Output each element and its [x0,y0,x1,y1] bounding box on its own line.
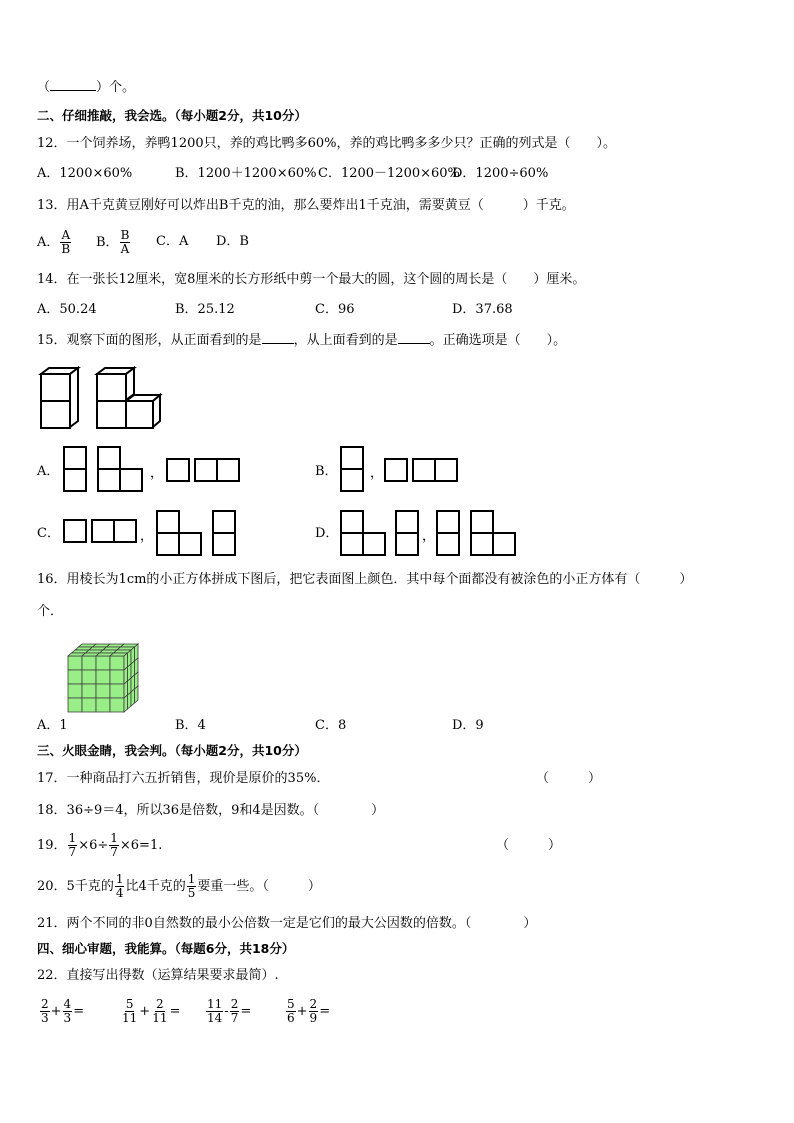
fraction: $\frac{B}{A}$ [120,228,130,256]
cube-face [82,670,96,684]
q22-expression-3: $\frac{11}{14}$ - $\frac{2}{7}$ = [207,997,252,1025]
question-14: 14．在一张长12厘米，宽8厘米的长方形纸中剪一个最大的圆，这个圆的周长是（ ）厘米。 [37,272,586,287]
fraction: $\frac{A}{B}$ [61,228,71,256]
cube-face [124,695,128,712]
question-16-continued: 个． [37,604,64,619]
q13-option-d[interactable]: D．B [216,234,249,249]
cube-face [96,698,110,712]
q15-option-b-front-view [340,446,370,496]
cube-face [68,670,82,684]
q14-option-d[interactable]: D．37.68 [452,302,513,317]
cube-face [110,656,124,670]
q15-option-d-front-view [340,510,430,560]
cube-face [110,670,124,684]
question-21: 21．两个不同的非0自然数的最小公倍数一定是它们的最大公因数的倍数。（ ） [37,916,537,931]
fraction: $\frac{1}{7}$ [110,831,118,859]
q14-option-b[interactable]: B．25.12 [175,302,235,317]
question-22: 22．直接写出得数（运算结果要求最简）. [37,968,279,983]
q12-option-a[interactable]: A．1200×60% [37,166,133,181]
q14-option-c[interactable]: C．96 [315,302,355,317]
cube-face [96,670,110,684]
question-12: 12．一个饲养场，养鸭1200只，养的鸡比鸭多60%，养的鸡比鸭多多少只？正确的列式是（ ）。 [37,136,617,151]
fraction: $\frac{1}{5}$ [187,872,196,900]
q15-option-a-top-view [166,458,246,486]
q15-figure-left [38,366,83,432]
cube-face [110,684,124,698]
q19-answer-paren[interactable]: （ ） [496,838,562,853]
q14-option-a[interactable]: A．50.24 [37,302,97,317]
cube-face [128,692,132,709]
answer-blank[interactable] [398,343,430,344]
cube-face [96,656,110,670]
q12-option-d[interactable]: D．1200÷60% [452,166,549,181]
question-17: 17．一种商品打六五折销售，现价是原价的35%． [37,771,330,786]
q15-option-b-label[interactable]: B． [315,464,338,479]
q15-figure-right [94,366,164,432]
cube-face [68,684,82,698]
fraction: $\frac{1}{4}$ [115,872,124,900]
section-3-title: 三、火眼金睛，我会判。（每小题2分，共10分） [37,743,307,758]
q16-cube-figure [66,642,138,708]
question-20: 20．5千克的 $\frac{1}{4}$ 比4千克的 $\frac{1}{5}$ 要重一些。（ ） [37,872,321,900]
cube-face [68,698,82,712]
q16-option-a[interactable]: A．1 [37,718,68,733]
q15-option-b-top-view [384,458,464,486]
q12-option-c[interactable]: C．1200－1200×60% [318,166,460,181]
cube-face [135,686,139,703]
q22-expression-1: $\frac{2}{3}$ + $\frac{4}{3}$ = [41,997,85,1025]
cube-face [96,684,110,698]
section-4-title: 四、细心审题，我能算。（每题6分，共18分） [37,941,295,956]
answer-blank[interactable] [262,343,294,344]
cube-face [68,656,82,670]
question-15: 15．观察下面的图形，从正面看到的是 ，从上面看到的是 。正确选项是（ ）。 [37,333,567,348]
question-13: 13．用A千克黄豆刚好可以炸出B千克的油，那么要炸出1千克油，需要黄豆（ ）千克。 [37,198,575,213]
q15-option-a-front-view [63,446,153,496]
previous-question-tail: （ ）个。 [37,80,136,95]
question-18: 18．36÷9＝4，所以36是倍数，9和4是因数。（ ） [37,803,385,818]
q16-option-d[interactable]: D．9 [452,718,484,733]
q15-option-c-label[interactable]: C． [37,526,60,541]
q16-option-c[interactable]: C．8 [315,718,347,733]
cube-face [82,684,96,698]
q15-option-d-label[interactable]: D． [315,526,339,541]
q13-option-b[interactable]: B． $\frac{B}{A}$ [96,228,130,256]
q16-option-b[interactable]: B．4 [175,718,206,733]
cube-face [110,698,124,712]
question-19: 19． $\frac{1}{7}$ ×6÷ $\frac{1}{7}$ ×6=1. [37,831,163,859]
cube-face [82,698,96,712]
question-16: 16．用棱长为1cm的小正方体拼成下图后，把它表面图上颜色．其中每个面都没有被涂色的小正方体有（ ） [37,572,693,587]
answer-blank[interactable] [50,90,96,91]
cube-face [82,656,96,670]
cube-face [131,689,135,706]
section-2-title: 二、仔细推敲，我会选。（每小题2分，共10分） [37,108,307,123]
q15-option-d-second-view [436,510,526,560]
q15-option-c-front-view [156,510,246,560]
q22-expression-4: $\frac{5}{6}$ + $\frac{2}{9}$ = [287,997,331,1025]
q15-option-c-top-view [63,519,143,547]
q13-option-a[interactable]: A． $\frac{A}{B}$ [37,228,71,256]
q12-option-b[interactable]: B．1200＋1200×60% [175,166,317,181]
fraction: $\frac{1}{7}$ [68,831,77,859]
q22-expression-2: $\frac{5}{11}$ + $\frac{2}{11}$ = [122,997,181,1025]
q13-option-c[interactable]: C．A [156,234,189,249]
q17-answer-paren[interactable]: （ ） [536,771,602,786]
q15-option-a-label[interactable]: A． [37,464,60,479]
